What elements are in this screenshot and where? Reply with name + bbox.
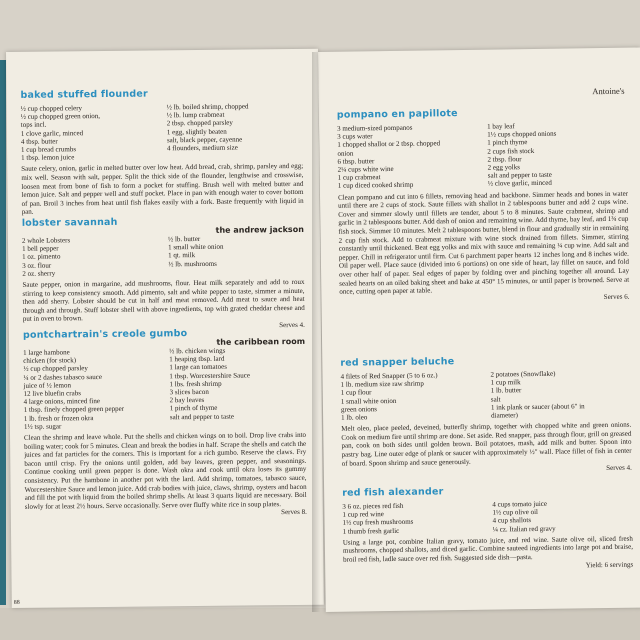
ingredient-column bbox=[490, 369, 631, 420]
serves-note: Serves 4. bbox=[606, 463, 632, 473]
recipe-lobster-savannah bbox=[22, 215, 305, 332]
restaurant-name: the caribbean room bbox=[216, 336, 306, 347]
ingredient: ½ lb. mushrooms bbox=[168, 259, 217, 268]
ingredient: 1 cup crabmeat bbox=[337, 173, 381, 182]
ingredient: ¼ cz. Italian red gravy bbox=[492, 524, 556, 534]
serves-note: Serves 6. bbox=[603, 292, 630, 301]
page-number: 88 bbox=[13, 599, 20, 606]
ingredients bbox=[22, 234, 304, 278]
ingredient: 2 whole Lobsters bbox=[21, 236, 71, 245]
ingredient: 3 medium-sized pompanos bbox=[337, 123, 413, 133]
ingredient-column bbox=[492, 499, 632, 534]
ingredient: 2 bay leaves bbox=[169, 396, 205, 405]
ingredient: 1 large hambone bbox=[23, 348, 70, 357]
recipe-instructions: Melt oleo, place peeled, deveined, butterfly shrimp, together with chopped white and green onions. Cook on medium fire until shrimp are done. Set aside. Red snapper, pass through flour, grill on greased pan, cook on both sides until golden brown. Boil potatoes, mash, add milk and butter. Spoon into pastry bag. Line outer edge of plank or saucer with approximately ½" wall. Place fillet of fish in center of board. Spoon shrimp and sauce generously. bbox=[341, 420, 632, 468]
recipe-title: red fish alexander bbox=[342, 486, 444, 499]
ingredient: ¼ or 2 dashes tabasco sauce bbox=[23, 372, 102, 382]
book-cover-edge bbox=[0, 60, 6, 605]
ingredient: 2 tbsp. flour bbox=[487, 154, 522, 164]
ingredient: 1 pinch of thyme bbox=[169, 404, 218, 413]
ingredient-column bbox=[340, 371, 481, 422]
ingredient: 4 large onions, minced fine bbox=[23, 397, 100, 407]
ingredient: ½ cup chopped parsley bbox=[23, 364, 88, 374]
ingredient: 1 heaping tbsp. lard bbox=[169, 354, 225, 364]
ingredient: 1 pinch thyme bbox=[487, 138, 528, 148]
recipe-instructions: Saute pepper, onion in margarine, add mushrooms, flour. Heat milk separately and add to roux stirring to keep consistency smooth. Add pimento, salt and white pepper to taste, simmer a minute, then add sherry. Lobster should be cut in half and meat removed. Add meat to sauce and heat through and through. Stuff lobster shell with above ingredients, top with grated cheddar cheese and put in oven to brown. bbox=[22, 277, 305, 324]
recipe-creole-gumbo bbox=[23, 327, 307, 519]
ingredient: ½ clove garlic, minced bbox=[487, 179, 552, 189]
ingredient: ½ lb. lump crabmeat bbox=[166, 110, 225, 120]
ingredient: 4 tbsp. butter bbox=[20, 137, 58, 146]
recipe-title: pompano en papillote bbox=[336, 108, 458, 121]
ingredient: 1 bell pepper bbox=[22, 244, 59, 254]
ingredient: 1½ cup olive oil bbox=[492, 508, 539, 517]
ingredient: diameter) bbox=[491, 411, 518, 420]
ingredient: 4 cups tomato juice bbox=[492, 499, 548, 509]
ingredient: 4 cup shallots bbox=[492, 516, 532, 526]
serves-note: Serves 8. bbox=[281, 508, 307, 517]
ingredient: ½ lb. boiled shrimp, chopped bbox=[166, 102, 249, 112]
recipe-red-fish-alexander bbox=[342, 484, 633, 573]
ingredient: 1 egg, slightly beaten bbox=[166, 127, 227, 136]
recipe-instructions: Saute celery, onion, garlic in melted butter over low heat. Add bread, crab, shrimp, parsley and egg; mix well. Season with salt, pepper. Split the thick side of the flounder, lengthwise and crosswise, loosen meat from bone of fish to form a pocket for stuffing. Brush well with melted butter and lemon juice. Salt and pepper well and stuff pocket. Place in pan with enough water to cover bottom of pan. Broil 3 inches from heat until fish flakes easily with a fork. Baste frequently with liquid in pan. bbox=[21, 162, 304, 217]
ingredients bbox=[340, 369, 631, 422]
ingredient: salt and pepper to taste bbox=[487, 170, 552, 180]
ingredient: 1 cup bread crumbs bbox=[20, 145, 77, 154]
serves-note: Yield: 6 servings bbox=[585, 560, 634, 569]
ingredient-column bbox=[167, 102, 304, 161]
ingredient: 1 cup milk bbox=[490, 378, 521, 387]
right-page bbox=[318, 48, 640, 612]
ingredient: 1 tbsp. Worcestershire Sauce bbox=[169, 371, 251, 380]
recipe-title: baked stuffed flounder bbox=[20, 88, 148, 101]
ingredient: salt, black pepper, cayenne bbox=[166, 135, 243, 145]
ingredient: 3 slices bacon bbox=[169, 387, 209, 397]
ingredients bbox=[21, 102, 304, 162]
ingredient: tops incl. bbox=[20, 120, 47, 130]
ingredient: 1 tbsp. finely chopped green pepper bbox=[23, 405, 125, 415]
ingredient: 1 clove garlic, minced bbox=[20, 128, 84, 138]
background-table bbox=[0, 608, 640, 640]
recipe-instructions: Clean the shrimp and leave whole. Put the shells and chicken wings on to boil. Drop live crabs into boiling water; cook for 5 minutes. Clean and break the bodies in half. Scrape the shells and catch the juices and fat particles for the corners. This is important for a rich gumbo. Reserve the claws. Fry bacon until crisp. Fry the onions until golden, add bay leaves, green pepper, and seasonings. Continue cooking until green pepper is done. Wash okra and cook until okra loses its gummy consistency. Put the hambone in another pot with the lard. Add shrimp, tomatoes, tabasco sauce, Worcestershire Sauce and lemon juice. Add crab bodies with juice, claws, shrimp, oysters and bacon and fill the pot with liquid from the boiled shrimp shells. At least 3 quarts liquid are necessary. Boil slowly for at least 2½ hours. Serve occasionally. Serve over fluffy white rice in soup plates. bbox=[23, 430, 307, 511]
ingredient-column bbox=[337, 123, 478, 191]
ingredient-column bbox=[168, 234, 304, 276]
book-gutter bbox=[312, 52, 326, 612]
ingredient: 1 cup red wine bbox=[342, 510, 384, 519]
ingredient: 1 chopped shallot or 2 tbsp. chopped bbox=[337, 139, 441, 150]
ingredient: 1 tbsp. lemon juice bbox=[21, 153, 75, 163]
restaurant-name: the andrew jackson bbox=[215, 224, 304, 235]
ingredient: 12 live bluefin crabs bbox=[23, 389, 81, 398]
ingredient: 2 potatoes (Snowflake) bbox=[490, 369, 556, 379]
ingredient: 1½ cup fresh mushrooms bbox=[342, 518, 414, 528]
ingredient: 1 large can tomatoes bbox=[169, 363, 227, 372]
ingredient: juice of ½ lemon bbox=[23, 381, 71, 390]
ingredient-column bbox=[23, 347, 160, 430]
ingredient: 1 lb. fresh or frozen okra bbox=[23, 413, 94, 423]
ingredient: 2 oz. sherry bbox=[22, 269, 56, 278]
ingredient: 1½ tsp. sugar bbox=[23, 422, 62, 431]
ingredient-column bbox=[22, 235, 158, 277]
recipe-baked-stuffed-flounder bbox=[20, 87, 303, 217]
ingredient: chicken (for stock) bbox=[23, 356, 77, 366]
ingredient: 2 cups fish stock bbox=[487, 146, 535, 156]
ingredient: 1 cup flour bbox=[340, 388, 372, 398]
ingredient: 1 cup diced cooked shrimp bbox=[337, 181, 414, 191]
ingredient: 1 small white onion bbox=[340, 396, 397, 406]
ingredient: 3 oz. flour bbox=[22, 261, 52, 270]
ingredient: onion bbox=[337, 149, 354, 158]
ingredient: 4 flounders, medium size bbox=[166, 143, 238, 153]
ingredient-column bbox=[487, 121, 628, 189]
recipe-instructions: Using a large pot, combine Italian gravy, tomato juice, and red wine. Saute olive oil, sliced fresh mushrooms, chopped shallots, and diced garlic. Combine sauteed ingredients into large pot and braise, broil red fish, ladle sauce over red fish. Suggested side dish—pasta. bbox=[342, 534, 633, 564]
ingredient: 1 ink plank or saucer (about 6" in bbox=[490, 402, 585, 412]
recipe-instructions: Clean pompano and cut into 6 fillets, removing head and backbone. Simmer heads and bones in water until there are 2 cups of stock. Saute fillets with shallot in 2 tablespoons butter and add 2 cups wine. Cover and simmer slowly until fillets are tender, about 5 to 8 minutes. Saute crabmeat, shrimp and garlic in 2 tablespoons butter. Add dash of onion and remaining wine. Add thyme, bay leaf, and 1¾ cup fish stock. Simmer 10 minutes. Melt 2 tablespoons butter, blend in flour and gradually stir in remaining 2 cup fish stock. Add to crabmeat mixture with wine stock drained from fillets. Simmer, stirring constantly until thickened. Beat egg yolks and mix with sauce and remaining ¼ cup wine. Add salt and pepper. Chill in refrigerator until firm. Cut 6 parchment paper hearts 12 inches long and 8 inches wide. Oil paper well. Place sauce (divided into 6 portions) on one side of heart, lay fillet on sauce, and fold over other half of paper. Seal edges of paper by folding over and pinching together all around. Lay sealed hearts on an oiled baking sheet and bake at 450° 15 minutes, or until paper is browned. Serve at once, cutting open paper at table. bbox=[337, 189, 630, 296]
ingredient: 2 egg yolks bbox=[487, 163, 520, 172]
recipe-title: lobster savannah bbox=[21, 216, 118, 229]
ingredients bbox=[23, 346, 306, 431]
ingredient: 3 cups water bbox=[337, 132, 373, 141]
ingredients bbox=[337, 121, 628, 191]
ingredient: 4 filets of Red Snapper (5 to 6 oz.) bbox=[340, 371, 438, 381]
ingredient: 3 6 oz. pieces red fish bbox=[342, 501, 404, 511]
ingredient: 1 small white onion bbox=[168, 242, 224, 252]
ingredient: 1 bay leaf bbox=[487, 122, 515, 131]
ingredient-column bbox=[169, 346, 306, 429]
ingredient: 1 lb. medium size raw shrimp bbox=[340, 379, 424, 389]
recipe-red-snapper-beluche bbox=[340, 354, 632, 476]
running-head: Antoine's bbox=[592, 85, 625, 97]
ingredient: ½ cup chopped green onion, bbox=[20, 112, 101, 122]
ingredient: 1 qt. milk bbox=[168, 251, 196, 260]
ingredient: 2 tbsp. chopped parsley bbox=[166, 119, 233, 128]
serves-note: Serves 4. bbox=[279, 320, 305, 330]
ingredient: 1 lb. butter bbox=[490, 386, 522, 396]
left-page bbox=[6, 49, 324, 608]
ingredient: green onions bbox=[340, 405, 378, 414]
ingredient: salt bbox=[490, 395, 501, 404]
ingredient: 1½ cups chopped onions bbox=[487, 129, 557, 139]
recipe-title: red snapper beluche bbox=[340, 356, 455, 369]
ingredient: 1 lbs. fresh shrimp bbox=[169, 379, 222, 389]
ingredients bbox=[342, 499, 632, 536]
ingredient: 1 lb. oleo bbox=[341, 413, 368, 422]
ingredient: 2¼ cups white wine bbox=[337, 164, 394, 174]
ingredient: 6 tbsp. butter bbox=[337, 157, 375, 166]
ingredient: ½ lb. chicken wings bbox=[169, 346, 226, 356]
ingredient: ½ lb. butter bbox=[167, 234, 201, 244]
ingredient: 1 oz. pimento bbox=[22, 252, 61, 262]
recipe-title: pontchartrain's creole gumbo bbox=[22, 328, 188, 341]
ingredient-column bbox=[342, 501, 482, 536]
ingredient: salt and pepper to taste bbox=[169, 412, 235, 421]
ingredient: 1 thumb fresh garlic bbox=[342, 526, 400, 536]
ingredient-column bbox=[21, 103, 158, 162]
recipe-pompano-en-papillote bbox=[337, 106, 630, 305]
ingredient: ½ cup chopped celery bbox=[20, 104, 83, 113]
